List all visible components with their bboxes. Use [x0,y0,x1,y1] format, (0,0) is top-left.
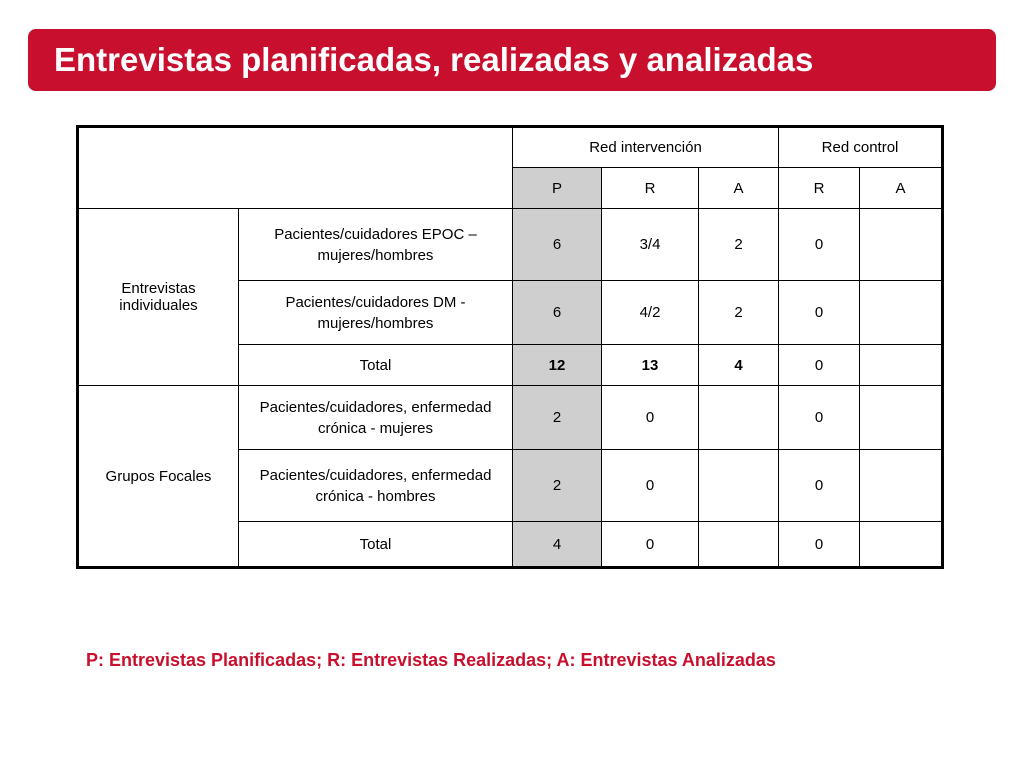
total-label: Total [239,345,513,386]
table-row [78,209,943,281]
cell-p: 2 [513,386,602,450]
cell-control-r: 0 [779,386,860,450]
total-p: 4 [513,522,602,568]
cell-control-r: 0 [779,209,860,281]
row-label: Pacientes/cuidadores, enfermedad crónica - hombres [239,450,513,522]
interviews-table [76,125,944,569]
header-red-intervencion: Red intervención [513,127,779,168]
group-label-individuales: Entrevistas individuales [78,209,239,386]
total-r: 0 [602,522,699,568]
header-a: A [699,168,779,209]
header-r: R [602,168,699,209]
total-r: 13 [602,345,699,386]
cell-control-a [860,386,943,450]
title-banner [28,29,996,91]
cell-p: 6 [513,281,602,345]
total-label: Total [239,522,513,568]
cell-p: 2 [513,450,602,522]
total-p: 12 [513,345,602,386]
cell-a: 2 [699,209,779,281]
row-label: Pacientes/cuidadores EPOC – mujeres/hombres [239,209,513,281]
total-a: 4 [699,345,779,386]
cell-a [699,450,779,522]
cell-control-a [860,209,943,281]
header-control-a: A [860,168,943,209]
total-control-r: 0 [779,522,860,568]
header-row-groups [78,127,943,168]
legend-text: P: Entrevistas Planificadas; R: Entrevistas Realizadas; A: Entrevistas Analizadas [86,650,776,670]
cell-r: 3/4 [602,209,699,281]
header-blank-cell [78,127,513,209]
cell-r: 4/2 [602,281,699,345]
cell-control-a [860,281,943,345]
slide-title: Entrevistas planificadas, realizadas y analizadas [54,41,814,78]
total-a [699,522,779,568]
cell-r: 0 [602,386,699,450]
cell-a: 2 [699,281,779,345]
total-control-a [860,345,943,386]
total-control-a [860,522,943,568]
row-label: Pacientes/cuidadores, enfermedad crónica - mujeres [239,386,513,450]
group-label-focales: Grupos Focales [78,386,239,568]
cell-control-r: 0 [779,450,860,522]
row-label: Pacientes/cuidadores DM - mujeres/hombres [239,281,513,345]
header-red-control: Red control [779,127,943,168]
header-control-r: R [779,168,860,209]
cell-control-a [860,450,943,522]
cell-p: 6 [513,209,602,281]
header-p: P [513,168,602,209]
cell-a [699,386,779,450]
table-row [78,386,943,450]
cell-control-r: 0 [779,281,860,345]
total-control-r: 0 [779,345,860,386]
cell-r: 0 [602,450,699,522]
